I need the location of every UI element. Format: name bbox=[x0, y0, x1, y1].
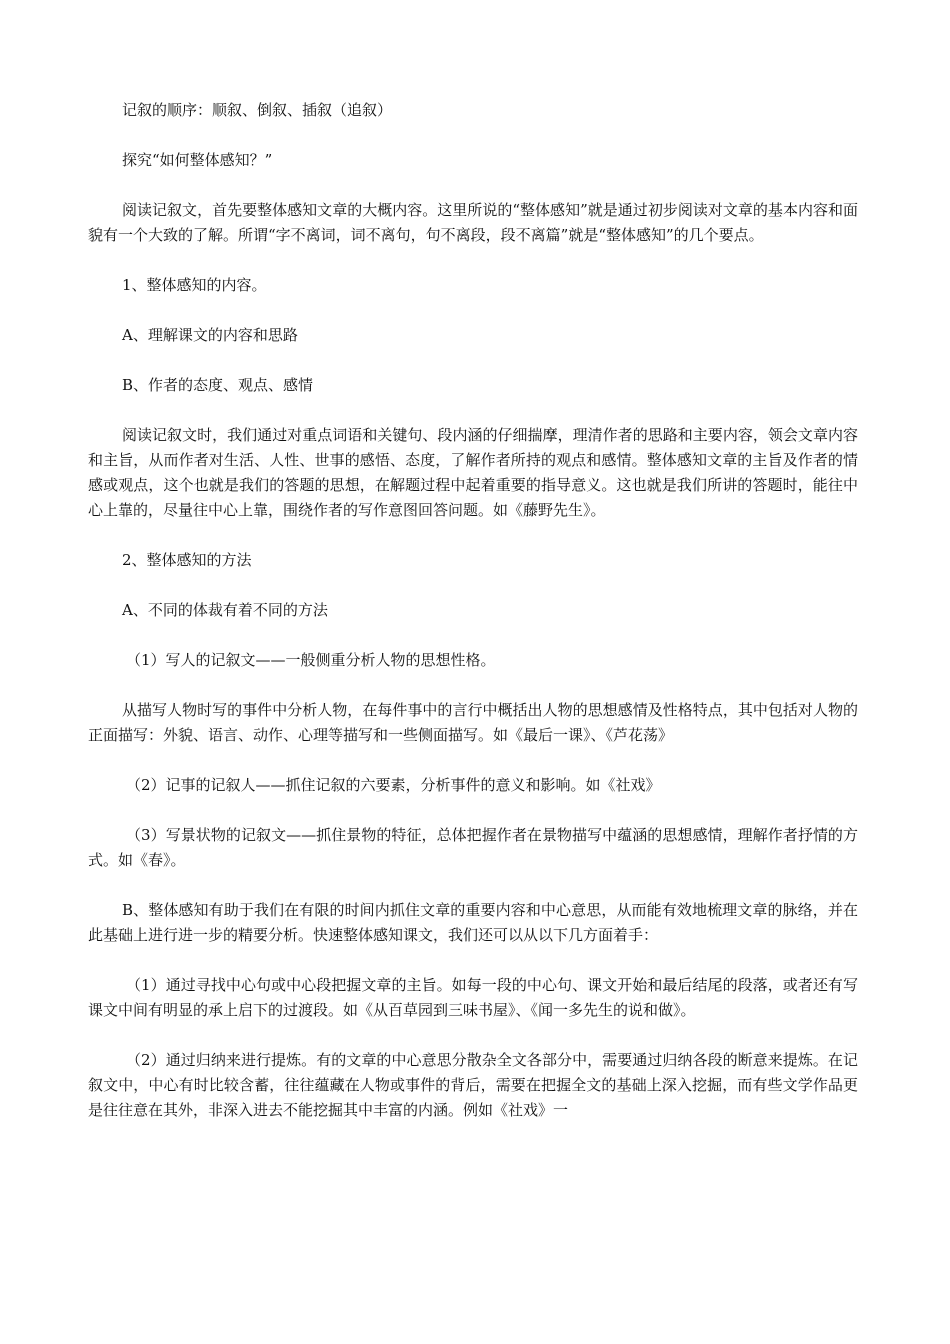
paragraph-explore-heading: 探究“如何整体感知？” bbox=[122, 151, 273, 169]
paragraph-method-b-1: （1）通过寻找中心句或中心段把握文章的主旨。如每一段的中心句、课文开始和最后结尾的段落，或者还有写课文中间有明显的承上启下的过渡段。如《从百草园到三味书屋》、《闻一多先生的说和做》。 bbox=[88, 976, 858, 1019]
paragraph-overall-intro: 阅读记叙文，首先要整体感知文章的大概内容。这里所说的“整体感知”就是通过初步阅读对文章的基本内容和面貌有一个大致的了解。所谓“字不离词，词不离句，句不离段，段不离篇”就是“整体感知”的几个要点。 bbox=[88, 201, 858, 244]
paragraph-section-1-heading: 1、整体感知的内容。 bbox=[122, 276, 267, 294]
paragraph-method-a-3: （3）写景状物的记叙文——抓住景物的特征，总体把握作者在景物描写中蕴涵的思想感情，理解作者抒情的方式。如《春》。 bbox=[88, 826, 858, 869]
paragraph-narrative-order: 记叙的顺序：顺叙、倒叙、插叙（追叙） bbox=[122, 101, 393, 119]
document-body bbox=[88, 98, 858, 1148]
paragraph-method-b-2: （2）通过归纳来进行提炼。有的文章的中心意思分散杂全文各部分中，需要通过归纳各段的断意来提炼。在记叙文中，中心有时比较含蓄，往往蕴藏在人物或事件的背后，需要在把握全文的基础上深入挖掘，而有些文学作品更是往往意在其外，非深入进去不能挖掘其中丰富的内涵。例如《社戏》一 bbox=[88, 1051, 858, 1119]
paragraph-method-b: B、整体感知有助于我们在有限的时间内抓住文章的重要内容和中心意思，从而能有效地梳理文章的脉络，并在此基础上进行进一步的精要分析。快速整体感知课文，我们还可以从以下几方面着手： bbox=[88, 901, 858, 944]
paragraph-method-a: A、不同的体裁有着不同的方法 bbox=[122, 601, 328, 619]
paragraph-section-2-heading: 2、整体感知的方法 bbox=[122, 551, 252, 569]
paragraph-method-a-1-detail: 从描写人物时写的事件中分析人物，在每件事中的言行中概括出人物的思想感情及性格特点，其中包括对人物的正面描写：外貌、语言、动作、心理等描写和一些侧面描写。如《最后一课》、《芦花荡》 bbox=[88, 701, 858, 744]
paragraph-reading-explanation: 阅读记叙文时，我们通过对重点词语和关键句、段内涵的仔细揣摩，理清作者的思路和主要内容，领会文章内容和主旨，从而作者对生活、人性、世事的感悟、态度，了解作者所持的观点和感情。整体感知文章的主旨及作者的情感或观点，这个也就是我们的答题的思想，在解题过程中起着重要的指导意义。这也就是我们所讲的答题时，能往中心上靠的，尽量往中心上靠，围绕作者的写作意图回答问题。如《藤野先生》。 bbox=[88, 426, 858, 519]
paragraph-item-a: A、理解课文的内容和思路 bbox=[122, 326, 298, 344]
paragraph-method-a-1: （1）写人的记叙文——一般侧重分析人物的思想性格。 bbox=[126, 651, 496, 669]
paragraph-item-b: B、作者的态度、观点、感情 bbox=[122, 376, 314, 394]
paragraph-method-a-2: （2）记事的记叙人——抓住记叙的六要素，分析事件的意义和影响。如《社戏》 bbox=[126, 776, 661, 794]
